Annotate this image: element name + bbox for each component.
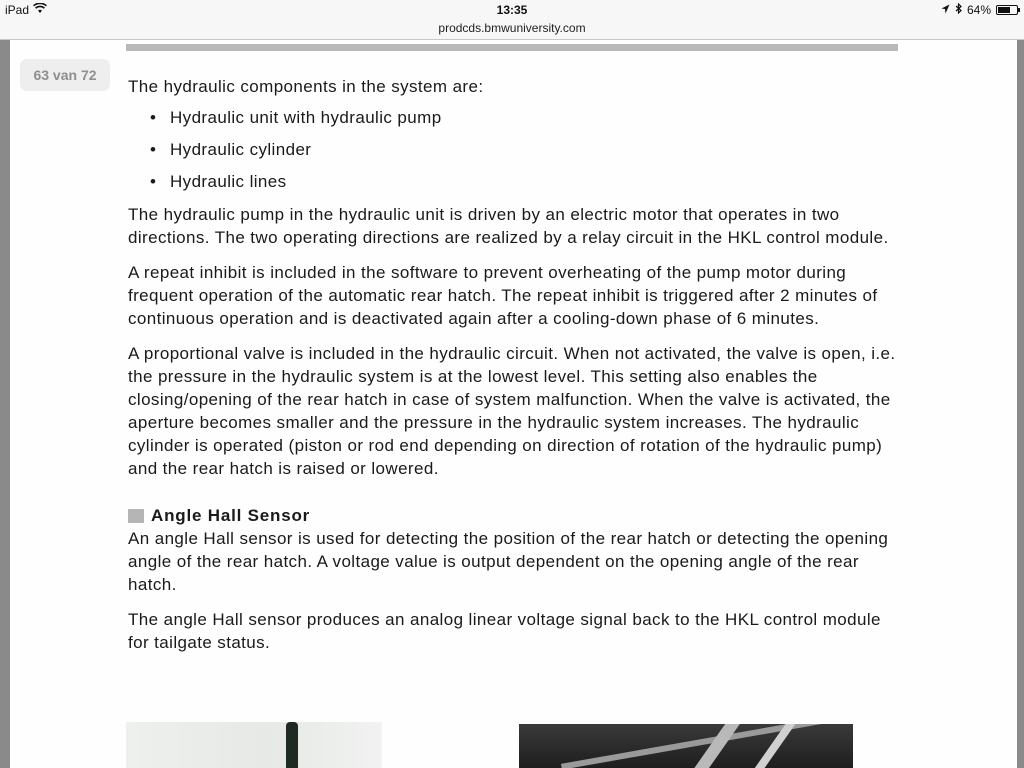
document-page [10,40,1017,768]
battery-icon [996,5,1018,15]
section-heading-text: Angle Hall Sensor [151,506,311,525]
bluetooth-icon [955,3,962,17]
device-label: iPad [5,3,30,17]
paragraph-repeat-inhibit: A repeat inhibit is included in the software to prevent overheating of the pump motor during frequent operation of the automatic rear hatch. The repeat inhibit is triggered after 2 minutes of continuous operation and is deactivated again after a cooling-down phase of 6 minutes. [128,263,878,328]
status-bar [0,0,1024,20]
paragraph-hall-signal: The angle Hall sensor produces an analog linear voltage signal back to the HKL control module for tailgate status. [128,610,881,652]
url-bar[interactable] [0,20,1024,40]
url-text[interactable]: prodcds.bmwuniversity.com [438,21,586,35]
list-item: • Hydraulic cylinder [150,138,898,161]
page-top-rule [126,44,898,51]
intro-text: The hydraulic components in the system are: [128,77,484,96]
section-heading [128,504,898,527]
paragraph-pump: The hydraulic pump in the hydraulic unit is driven by an electric motor that operates in two directions. The two operating directions are realized by a relay circuit in the HKL control module. [128,205,889,247]
battery-percent: 64% [966,3,991,17]
location-arrow-icon [941,3,950,17]
battery-level [998,7,1010,13]
status-right [941,3,1018,17]
document-content [128,75,898,666]
list-item: • Hydraulic lines [150,170,898,193]
figure-right-image [519,724,853,768]
page-indicator: 63 van 72 [20,59,110,91]
clock: 13:35 [496,3,528,17]
paragraph-hall-sensor: An angle Hall sensor is used for detecting the position of the rear hatch or detecting the opening angle of the rear hatch. A voltage value is output dependent on the opening angle of the rear hatch. [128,529,889,594]
figure-left-image [126,722,382,768]
paragraph-proportional-valve: A proportional valve is included in the hydraulic circuit. When not activated, the valve is open, i.e. the pressure in the hydraulic system is at the lowest level. This setting also enables the closing/opening of the rear hatch in case of system malfunction. When the valve is activated, the aperture becomes smaller and the pressure in the hydraulic system increases. The hydraulic cylinder is operated (piston or rod end depending on direction of rotation of the hydraulic pump) and the rear hatch is raised or lowered. [128,344,896,478]
component-list [128,106,898,193]
heading-square-icon [128,509,144,523]
list-item: • Hydraulic unit with hydraulic pump [150,106,898,129]
cable-shape [286,722,298,768]
